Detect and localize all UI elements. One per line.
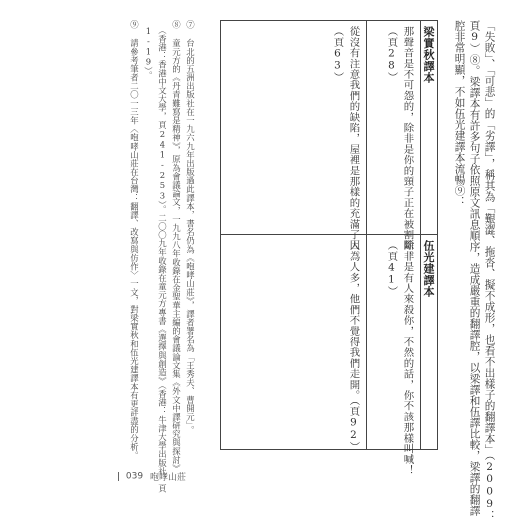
page-footer (118, 470, 186, 483)
liang-header: 梁實秋譯本 (422, 26, 435, 84)
wu-cell-divider (366, 234, 367, 450)
footnote-8-line2: （香港：香港中文大學，頁241-253）。二〇〇九年收錄在童元方專書《選擇與創造》（香港：牛津大學出版社，頁 (157, 26, 168, 493)
liang-row1-line1: 那聲音是不可怨的，除非是你的頸子正在被割斷。 (401, 26, 414, 262)
body-line-2: 頁9）⑧。梁譯本有許多句子依照原文訊息順序，造成嚴重的翻譯腔，以梁譯和伍譯比較，梁譯的翻譯 (468, 20, 481, 517)
body-line-3: 腔非常明顯，不如伍光建譯本流暢⑨： (453, 20, 466, 207)
liang-row1-line2: （頁28） (385, 26, 398, 83)
footer-divider (118, 472, 119, 481)
wu-row2: 因為人多，他們不覺得我們走開。（頁92） (347, 240, 360, 452)
wu-header: 伍光建譯本 (422, 240, 435, 298)
footnote-8-line3: 1-19）。 (143, 26, 154, 80)
footnote-9: ⑨ 請參考筆者二〇一三年〈咆哮山莊在台灣：翻譯、改寫與仿作〉一文，對梁實秋和伍光建譯本有更詳盡的分析。 (129, 20, 140, 460)
footnote-7: ⑦ 台北的五洲出版社在一九六九年出版過此譯本，書名仍為《咆哮山莊》，譯者署名為「王秀夫、曹開元」。 (185, 20, 196, 435)
page-number: 039 (125, 471, 144, 482)
liang-cell-divider (366, 20, 367, 234)
body-line-1: 「失敗」、「可悲」的「劣譯」，稱其為「艱澀、拖沓、擬不成形，也看不出樣子的翻譯本」（2009： (483, 20, 496, 521)
liang-header-divider (420, 20, 421, 234)
wu-row1-line1: 除非是有人來殺你，不然的話，你不該那樣叫喊！ (401, 240, 414, 476)
wu-header-divider (420, 234, 421, 450)
liang-row2-line2: （頁63） (331, 26, 344, 83)
footnote-8-line1: ⑧ 童元方的《丹青難寫是精神》，原為會議論文，一九九八年收錄在金聖華主編的會議論文集《外文中譯研究與探討》 (171, 20, 182, 473)
liang-row2-line1: 從沒有注意我們的缺陷，屋裡是那樣的充滿了人。 (347, 26, 360, 262)
running-title: 咆哮山莊 (149, 473, 186, 483)
wu-row1-line2: （頁41） (385, 240, 398, 297)
